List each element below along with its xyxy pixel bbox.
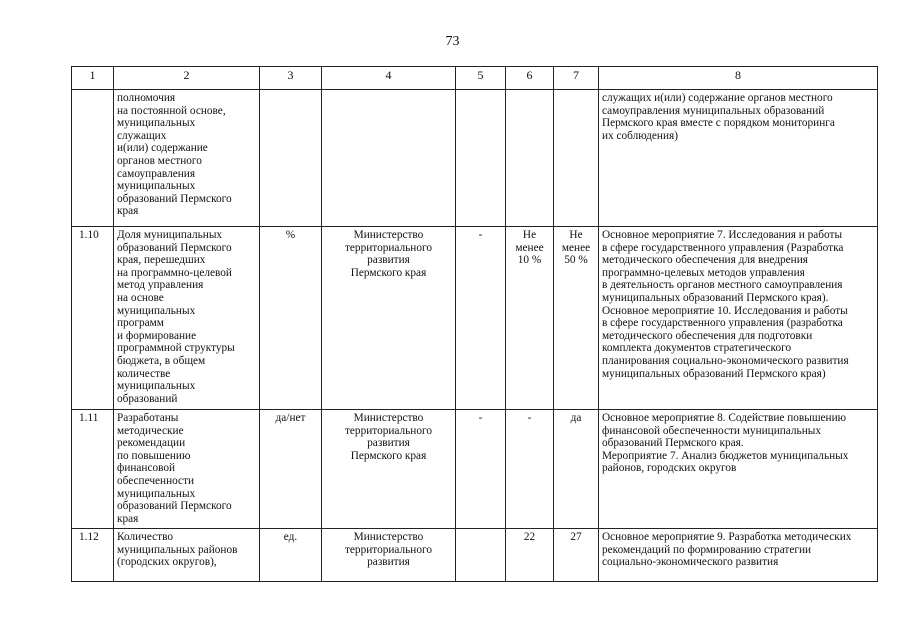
cell-col6: - (506, 410, 554, 529)
cell-col6: 22 (506, 529, 554, 582)
cell-col5 (456, 529, 506, 582)
header-col-2: 2 (114, 67, 260, 90)
cell-col7 (554, 90, 599, 227)
header-col-4: 4 (322, 67, 456, 90)
cell-number (72, 90, 114, 227)
table-row (72, 410, 878, 529)
cell-indicator: Доля муниципальных образований Пермского края, перешедших на программно-целевой метод управления на основе муниципальных программ и формирование программной структуры бюджета, в общем количестве муниципальных образований (114, 227, 260, 410)
cell-responsible: Министерство территориального развития Пермского края (322, 410, 456, 529)
header-col-8: 8 (599, 67, 878, 90)
cell-col7: да (554, 410, 599, 529)
cell-number: 1.11 (72, 410, 114, 529)
cell-activities: Основное мероприятие 7. Исследования и работы в сфере государственного управления (Разработка методического обеспечения для внедрения программно-целевых методов управления в деятельность органов местного самоуправления муниципальных образований Пермского края). Основное мероприятие 10. Исследования и работы в сфере государственного управления (разработка методического обеспечения для подготовки комплекта документов стратегического планирования социально-экономического развития муниципальных образований Пермского края) (599, 227, 878, 410)
page-number: 73 (445, 34, 460, 49)
cell-number: 1.10 (72, 227, 114, 410)
header-col-7: 7 (554, 67, 599, 90)
table-row (72, 529, 878, 582)
cell-responsible (322, 90, 456, 227)
cell-col5 (456, 90, 506, 227)
header-col-6: 6 (506, 67, 554, 90)
table-row-continuation (72, 90, 878, 227)
cell-activities: Основное мероприятие 8. Содействие повышению финансовой обеспеченности муниципальных образований Пермского края. Мероприятие 7. Анализ бюджетов муниципальных районов, городских округов (599, 410, 878, 529)
cell-unit: ед. (260, 529, 322, 582)
cell-activities: служащих и(или) содержание органов местного самоуправления муниципальных образований Пермского края вместе с порядком мониторинга их соблюдения) (599, 90, 878, 227)
cell-activities: Основное мероприятие 9. Разработка методических рекомендаций по формированию стратегии социально-экономического развития (599, 529, 878, 582)
cell-col5: - (456, 227, 506, 410)
cell-indicator: Количество муниципальных районов (городских округов), (114, 529, 260, 582)
cell-unit: да/нет (260, 410, 322, 529)
cell-col6 (506, 90, 554, 227)
header-col-3: 3 (260, 67, 322, 90)
cell-col7: 27 (554, 529, 599, 582)
cell-indicator: полномочия на постоянной основе, муниципальных служащих и(или) содержание органов местного самоуправления муниципальных образований Пермского края (114, 90, 260, 227)
table-row (72, 227, 878, 410)
header-col-1: 1 (72, 67, 114, 90)
cell-indicator: Разработаны методические рекомендации по повышению финансовой обеспеченности муниципальных образований Пермского края (114, 410, 260, 529)
cell-col7: Не менее 50 % (554, 227, 599, 410)
header-col-5: 5 (456, 67, 506, 90)
cell-number: 1.12 (72, 529, 114, 582)
cell-unit (260, 90, 322, 227)
cell-unit: % (260, 227, 322, 410)
cell-responsible: Министерство территориального развития (322, 529, 456, 582)
indicators-table (71, 66, 878, 582)
cell-col6: Не менее 10 % (506, 227, 554, 410)
cell-responsible: Министерство территориального развития Пермского края (322, 227, 456, 410)
cell-col5: - (456, 410, 506, 529)
header-row (72, 67, 878, 90)
